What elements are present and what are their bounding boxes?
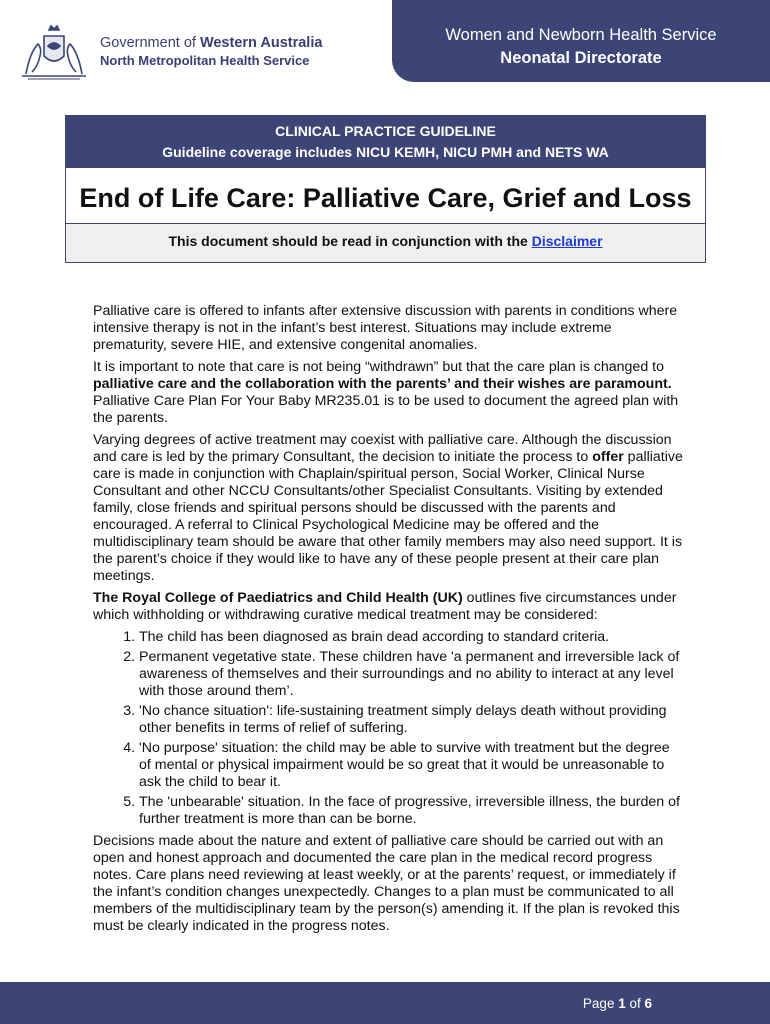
disclaimer-notice — [66, 224, 705, 262]
paragraph-withdrawn: It is important to note that care is not being “withdrawn” but that the care plan is changed to palliative care and the collaboration with the parents’ and their wishes are paramount. Palliative Care Plan For Your Baby MR235.01 is to be used to document the agreed plan with the parents. — [93, 359, 679, 426]
guideline-header — [66, 116, 705, 168]
guideline-type: CLINICAL PRACTICE GUIDELINE — [275, 123, 496, 139]
disclaimer-text: This document should be read in conjunction with the — [168, 233, 532, 249]
guideline-coverage: Guideline coverage includes NICU KEMH, NICU PMH and NETS WA — [162, 144, 609, 160]
service-name: Women and Newborn Health Service — [445, 26, 717, 44]
service-header — [392, 0, 770, 82]
wa-government-logo — [18, 22, 322, 82]
list-item: 1. The child has been diagnosed as brain dead according to standard criteria. — [139, 629, 683, 646]
paragraph-rcpch: The Royal College of Paediatrics and Child Health (UK) outlines five circumstances under which withholding or withdrawing curative medical treatment may be considered: — [93, 590, 677, 623]
document-title: End of Life Care: Palliative Care, Grief and Loss — [66, 168, 705, 224]
disclaimer-link[interactable]: Disclaimer — [531, 233, 603, 249]
directorate-name: Neonatal Directorate — [500, 49, 662, 67]
guideline-title-table — [65, 115, 706, 263]
paragraph-decisions: Decisions made about the nature and extent of palliative care should be carried out with an open and honest approach and documented the care plan in the medical record progress notes. Care plans need reviewing at least weekly, or at the parents’ request, or immediately if the infant’s condition changes unexpectedly. Changes to a plan must be communicated to all members of the multidisciplinary team by the person(s) amending it. If the plan is revoked this must be clearly indicated in the progress notes. — [93, 833, 680, 934]
paragraph-active-treatment: Varying degrees of active treatment may coexist with palliative care. Although the discussion and care is led by the primary Consultant, the decision to initiate the process to offer palliative care is made in conjunction with Chaplain/spiritual person, Social Worker, Clinical Nurse Consultant and other NCCU Consultants/other Specialist Consultants. Visiting by extended family, close friends and spiritual persons should be discussed with the parents and encouraged. A referral to Clinical Psychological Medicine may be offered and the multidisciplinary team should be aware that other family members may also need support. It is the parent’s choice if they would like to have any of these people present at their care plan meetings. — [93, 432, 683, 584]
coat-of-arms-icon — [18, 22, 90, 82]
paragraph-intro: Palliative care is offered to infants after extensive discussion with parents in conditions where intensive therapy is not in the infant’s best interest. Situations may include extreme prematurity, severe HIE, and extensive congenital anomalies. — [93, 303, 678, 353]
circumstances-list — [93, 629, 683, 828]
page-number: Page 1 of 6 — [582, 996, 652, 1011]
nmhs-label: North Metropolitan Health Service — [100, 53, 310, 68]
list-item: 5. The 'unbearable' situation. In the face of progressive, irreversible illness, the burden of further treatment is more than can be borne. — [139, 794, 683, 828]
list-item: 4. 'No purpose' situation: the child may be able to survive with treatment but the degree of mental or physical impairment would be so great that it would be unreasonable to ask the child to bear it. — [139, 740, 683, 791]
government-of-wa-label: Government of Western Australia — [100, 35, 323, 51]
list-item: 2. Permanent vegetative state. These children have 'a permanent and irreversible lack of awareness of themselves and their surroundings and no ability to interact at any level with those around them’. — [139, 649, 683, 700]
document-body — [93, 303, 683, 940]
list-item: 3. 'No chance situation': life-sustaining treatment simply delays death without providing other benefits in terms of relief of suffering. — [139, 703, 683, 737]
page-footer — [0, 982, 770, 1024]
